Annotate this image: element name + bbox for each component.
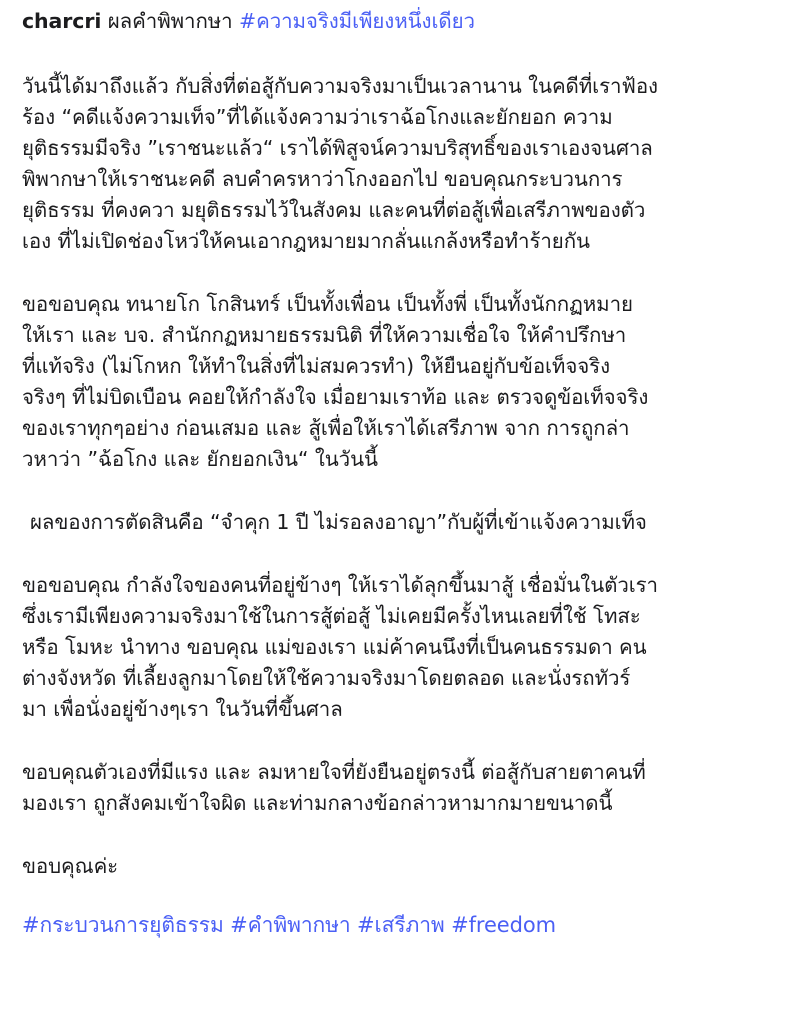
caption-line: ต่างจังหวัด ที่เลี้ยงลูกมาโดยให้ใช้ความจริงมาโดยตลอด และนั่งรถทัวร์: [22, 666, 631, 690]
caption-line: ผลของการตัดสินคือ “จำคุก 1 ปี ไม่รอลงอาญา”กับผู้ที่เข้าแจ้งความเท็จ: [30, 510, 647, 534]
hashtag-list: [22, 910, 781, 941]
username-link[interactable]: charcri: [22, 9, 102, 33]
caption-paragraph: [22, 71, 781, 257]
caption-line: มองเรา ถูกสังคมเข้าใจผิด และท่ามกลางข้อกล่าวหามากมายขนาดนี้: [22, 791, 613, 815]
caption-line: ยุติธรรม ที่คงควา มยุติธรรมไว้ในสังคม และคนที่ต่อสู้เพื่อเสรีภาพของตัว: [22, 198, 646, 222]
caption-line: ขอขอบคุณ ทนายโก โกสินทร์ เป็นทั้งเพื่อน เป็นทั้งพี่ เป็นทั้งนักกฏหมาย: [22, 292, 633, 316]
caption-line: ขอบคุณค่ะ: [22, 854, 119, 878]
hashtag-link[interactable]: #คำพิพากษา: [230, 913, 351, 937]
caption-line: ให้เรา และ บจ. สำนักกฏหมายธรรมนิติ ที่ให้ความเชื่อใจ ให้คำปรึกษา: [22, 323, 627, 347]
caption-line: ซึ่งเรามีเพียงความจริงมาใช้ในการสู้ต่อสู้ ไม่เคยมีครั้งไหนเลยที่ใช้ โทสะ: [22, 604, 641, 628]
hashtag-link[interactable]: #freedom: [451, 913, 556, 937]
caption-line: ร้อง “คดีแจ้งความเท็จ”ที่ได้แจ้งความว่าเราฉ้อโกงและยักยอก ความ: [22, 105, 613, 129]
caption-line: มา เพื่อนั่งอยู่ข้างๆเรา ในวันที่ขึ้นศาล: [22, 697, 343, 721]
caption-line: ขอขอบคุณ กำลังใจของคนที่อยู่ข้างๆ ให้เราได้ลุกขึ้นมาสู้ เชื่อมั่นในตัวเรา: [22, 573, 658, 597]
caption-line: ที่แท้จริง (ไม่โกหก ให้ทำในสิ่งที่ไม่สมควรทำ) ให้ยืนอยู่กับข้อเท็จจริง: [22, 354, 610, 378]
caption-line: ขอบคุณตัวเองที่มีแรง และ ลมหายใจที่ยังยืนอยู่ตรงนี้ ต่อสู้กับสายตาคนที่: [22, 760, 646, 784]
caption-line: พิพากษาให้เราชนะคดี ลบคำครหาว่าโกงออกไป ขอบคุณกระบวนการ: [22, 167, 623, 191]
caption-line: ยุติธรรมมีจริง ”เราชนะแล้ว“ เราได้พิสูจน์ความบริสุทธิ์ของเราเองจนศาล: [22, 136, 653, 160]
verdict-paragraph: [22, 507, 781, 538]
caption-line: วหาว่า ”ฉ้อโกง และ ยักยอกเงิน“ ในวันนี้: [22, 447, 378, 471]
caption-title: ผลคำพิพากษา: [107, 9, 233, 33]
caption-line: วันนี้ได้มาถึงแล้ว กับสิ่งที่ต่อสู้กับความจริงมาเป็นเวลานาน ในคดีที่เราฟ้อง: [22, 74, 658, 98]
caption-line: จริงๆ ที่ไม่บิดเบือน คอยให้กำลังใจ เมื่อยามเราท้อ และ ตรวจดูข้อเท็จจริง: [22, 385, 649, 409]
hashtag-link[interactable]: #เสรีภาพ: [357, 913, 445, 937]
caption-paragraph: [22, 570, 781, 725]
caption-paragraph: [22, 757, 781, 819]
caption-header: [22, 6, 781, 37]
caption-paragraph: [22, 289, 781, 475]
thanks-paragraph: [22, 851, 781, 882]
caption-line: ของเราทุกๆอย่าง ก่อนเสมอ และ สู้เพื่อให้เราได้เสรีภาพ จาก การถูกล่า: [22, 416, 630, 440]
caption-line: หรือ โมหะ นำทาง ขอบคุณ แม่ของเรา แม่ค้าคนนึงที่เป็นคนธรรมดา คน: [22, 635, 647, 659]
caption-line: เอง ที่ไม่เปิดช่องโหว่ให้คนเอากฎหมายมากลั่นแกล้งหรือทำร้ายกัน: [22, 229, 590, 253]
hashtag-link[interactable]: #กระบวนการยุติธรรม: [22, 913, 224, 937]
hashtag-link[interactable]: #ความจริงมีเพียงหนึ่งเดียว: [239, 9, 475, 33]
